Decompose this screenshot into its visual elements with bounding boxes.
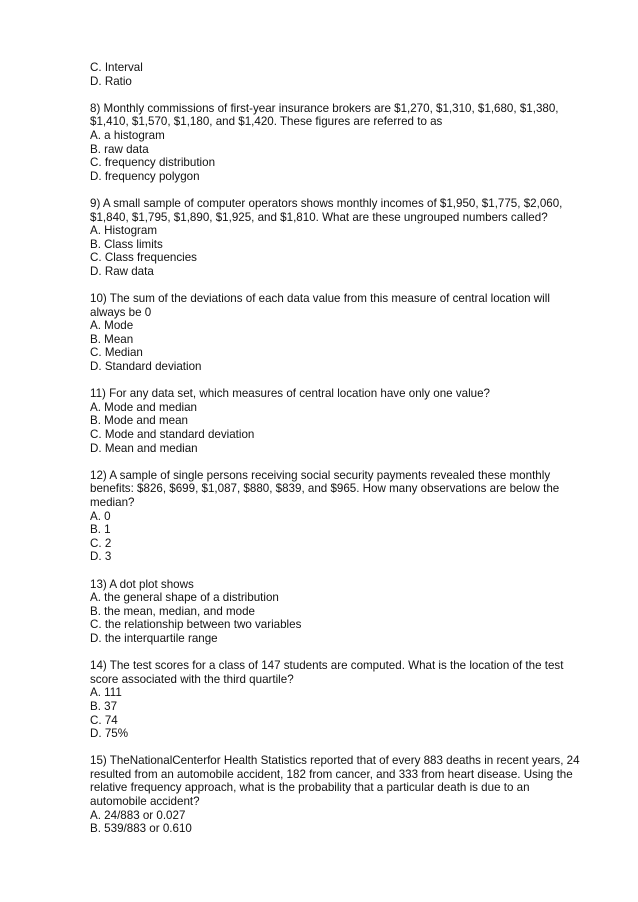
option: A. Histogram (90, 224, 158, 238)
option: D. frequency polygon (90, 169, 200, 183)
option: D. 75% (90, 727, 129, 741)
option: C. 2 (90, 536, 112, 550)
option: C. Mode and standard deviation (90, 428, 255, 442)
question-9 (90, 197, 590, 279)
option: A. Mode (90, 319, 134, 333)
option: C. the relationship between two variables (90, 618, 302, 632)
question-text: $1,410, $1,570, $1,180, and $1,420. These figures are referred to as (90, 115, 443, 129)
option: A. 0 (90, 509, 111, 523)
option: A. a histogram (90, 128, 165, 142)
question-text: score associated with the third quartile? (90, 672, 294, 686)
option: A. Mode and median (90, 400, 197, 414)
option: B. 539/883 or 0.610 (90, 822, 192, 836)
prelude-options (90, 61, 590, 88)
question-text: benefits: $826, $699, $1,087, $880, $839, and $965. How many observations are below the (90, 482, 560, 496)
question-text: 12) A sample of single persons receiving social security payments revealed these monthly (90, 468, 551, 482)
question-text: median? (90, 496, 135, 509)
question-11 (90, 387, 590, 455)
question-text: 11) For any data set, which measures of central location have only one value? (90, 387, 490, 401)
option: D. Raw data (90, 264, 154, 278)
option: B. Mode and mean (90, 414, 188, 428)
option: B. the mean, median, and mode (90, 604, 255, 618)
question-text: 13) A dot plot shows (90, 577, 194, 591)
option: D. Standard deviation (90, 360, 202, 374)
option: C. Median (90, 346, 143, 360)
question-text: always be 0 (90, 305, 152, 319)
option: C. Interval (90, 61, 143, 74)
option: D. Ratio (90, 74, 132, 88)
question-text: $1,840, $1,795, $1,890, $1,925, and $1,810. What are these ungrouped numbers called? (90, 210, 548, 224)
option: B. 1 (90, 523, 111, 537)
option: A. the general shape of a distribution (90, 591, 279, 605)
question-text: 15) TheNationalCenterfor Health Statistics reported that of every 883 deaths in recent years, 24 (90, 754, 580, 768)
option: C. frequency distribution (90, 156, 216, 170)
question-text: 8) Monthly commissions of first-year insurance brokers are $1,270, $1,310, $1,680, $1,380, (90, 101, 559, 115)
option: D. 3 (90, 550, 112, 564)
option: A. 111 (90, 686, 122, 700)
option: C. Class frequencies (90, 251, 197, 265)
option: B. 37 (90, 699, 118, 713)
question-12 (90, 469, 590, 564)
question-text: 14) The test scores for a class of 147 students are computed. What is the location of the test (90, 659, 564, 673)
question-15 (90, 754, 590, 836)
question-text: automobile accident? (90, 795, 200, 809)
option: A. 24/883 or 0.027 (90, 808, 186, 822)
option: B. Class limits (90, 237, 163, 251)
option: B. raw data (90, 142, 149, 156)
question-text: 10) The sum of the deviations of each data value from this measure of central location will (90, 292, 550, 306)
option: C. 74 (90, 713, 118, 727)
question-13 (90, 578, 590, 646)
option: D. the interquartile range (90, 631, 218, 645)
question-text: resulted from an automobile accident, 182 from cancer, and 333 from heart disease. Using the (90, 767, 573, 781)
option: D. Mean and median (90, 441, 198, 455)
question-14 (90, 659, 590, 741)
option: B. Mean (90, 332, 134, 346)
question-text: relative frequency approach, what is the probability that a particular death is due to an (90, 781, 530, 795)
question-8 (90, 102, 590, 184)
question-10 (90, 292, 590, 374)
document-page (90, 61, 590, 849)
question-text: 9) A small sample of computer operators shows monthly incomes of $1,950, $1,775, $2,060, (90, 196, 563, 210)
